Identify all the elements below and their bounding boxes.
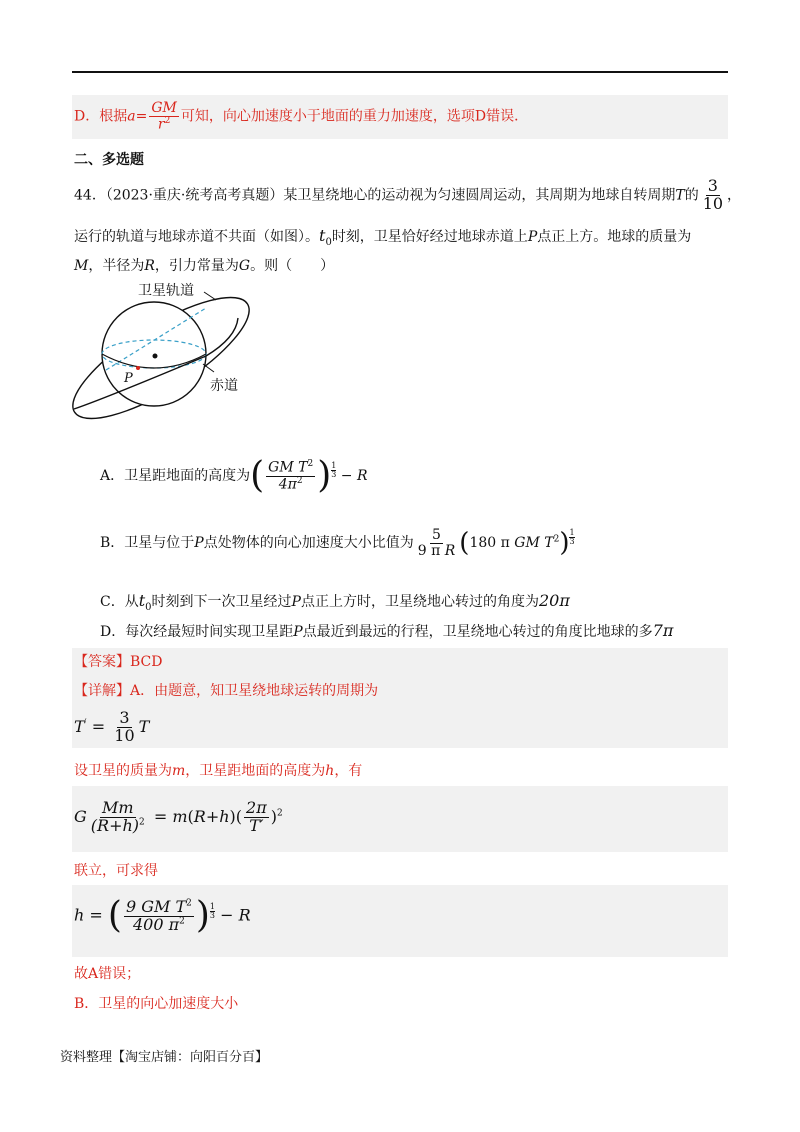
equation-gravity: G $\frac{Mm}{(R+h)^2}$ = m(R+h)( $\frac{2\pi}{T'}$ )$^2$ <box>74 798 283 835</box>
option-b: B．卫星与位于P点处物体的向心加速度大小比值为 $\frac{5}{\text{9 π R}}$ (180 π GM $T^2$) $\frac{1}{3}$ <box>100 527 575 559</box>
option-d-note: D．根据a= $\frac{GM}{r^2}$ 可知，向心加速度小于地面的重力加速度，选项D错误． <box>74 100 529 133</box>
point-p-dot <box>136 366 140 370</box>
orbit-label: 卫星轨道 <box>138 283 194 299</box>
explain-line-1: 【详解】A．由题意，知卫星绕地球运转的周期为 <box>74 683 379 699</box>
orbit-label-leader <box>204 292 216 300</box>
top-rule <box>72 71 728 73</box>
footer: 资料整理【淘宝店铺：向阳百分百】 <box>60 1050 269 1065</box>
answer: 【答案】BCD <box>74 654 163 670</box>
question-line-3: M，半径为R，引力常量为G。则（ ） <box>74 258 335 274</box>
section-title: 二、多选题 <box>74 152 144 168</box>
question-line-1: 44．（2023·重庆·统考高考真题）某卫星绕地心的运动视为匀速圆周运动，其周期为地球自转周期T的 $\frac{3}{10}$ ， <box>74 176 742 213</box>
equation-height: h = ( $\frac{9 GM T^2}{400 \pi^2}$ ) $\frac{1}{3}$ − R <box>74 895 251 936</box>
orbit-diagram <box>66 278 256 428</box>
explain-line-4: 故A错误； <box>74 966 141 982</box>
explain-line-5: B．卫星的向心加速度大小 <box>74 996 239 1012</box>
equator-label: 赤道 <box>210 378 238 394</box>
option-c: C．从$t_0$时刻到下一次卫星经过P点正上方时，卫星绕地心转过的角度为20π <box>100 591 570 613</box>
explain-line-3: 联立，可求得 <box>74 863 158 879</box>
explain-line-2: 设卫星的质量为m，卫星距地面的高度为h，有 <box>74 763 363 779</box>
point-p-label: P <box>124 371 133 386</box>
question-line-2: 运行的轨道与地球赤道不共面（如图）。$t_0$时刻，卫星恰好经过地球赤道上P点正上方。地球的质量为 <box>74 226 692 248</box>
earth-center <box>153 354 158 359</box>
equation-period: T′ = $\frac{3}{10}$ T <box>74 708 150 745</box>
option-d: D．每次经最短时间实现卫星距P点最近到最远的行程，卫星绕地心转过的角度比地球的多7π <box>100 621 674 640</box>
option-a: A．卫星距地面的高度为( $\frac{GM T^2}{4\pi^2}$ ) $\frac{1}{3}$ − R <box>100 455 368 496</box>
